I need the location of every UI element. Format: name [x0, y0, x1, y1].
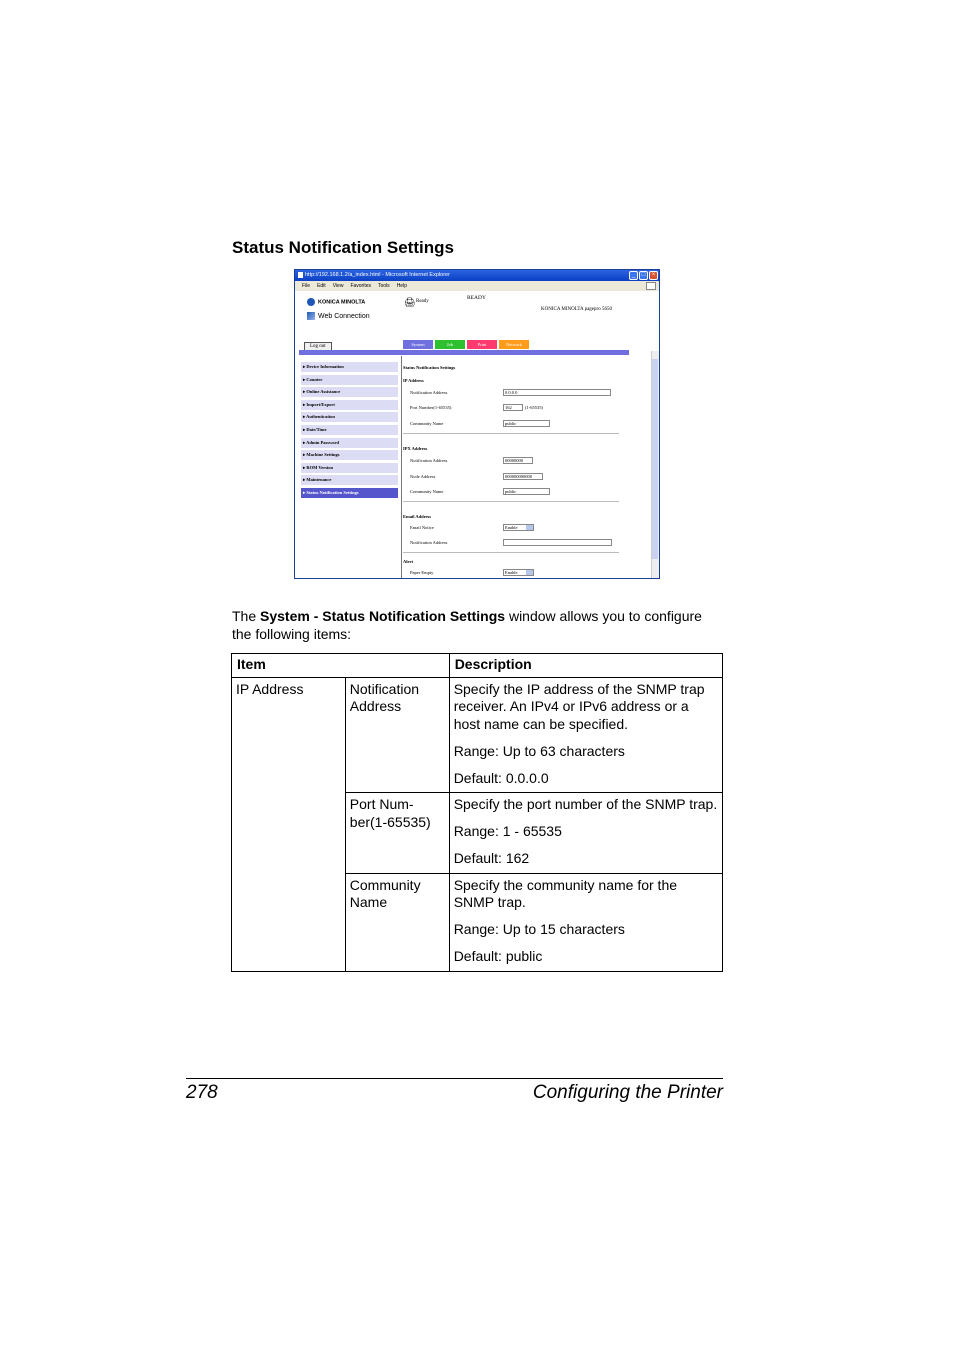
- paper-empty-select[interactable]: Enable: [503, 569, 534, 576]
- ipx-community-input[interactable]: public: [503, 488, 550, 495]
- scrollbar-thumb[interactable]: [652, 359, 658, 559]
- header-item: Item: [232, 654, 450, 678]
- close-icon[interactable]: ×: [649, 271, 658, 280]
- ip-community-input[interactable]: public: [503, 420, 550, 427]
- ready-label: Ready: [416, 299, 429, 304]
- browser-menu-bar: [295, 281, 659, 291]
- ip-notification-label: Notification Address: [410, 390, 448, 395]
- device-model: KONICA MINOLTA pagepro 5650: [541, 307, 612, 312]
- menu-favorites[interactable]: Favorites: [350, 283, 371, 289]
- web-connection-screenshot: [294, 269, 660, 579]
- web-connection-logo: Web Connection: [307, 312, 370, 320]
- ip-notification-input[interactable]: 0.0.0.0: [503, 389, 611, 396]
- tab-print[interactable]: Print: [467, 340, 497, 349]
- konica-minolta-globe-icon: [307, 298, 315, 306]
- tab-network[interactable]: Network: [499, 340, 529, 349]
- sidebar-item-device-information[interactable]: ▸ Device Information: [301, 362, 398, 372]
- sidebar-item-online-assistance[interactable]: ▸ Online Assistance: [301, 387, 398, 397]
- section-divider: [403, 501, 619, 502]
- panel-title: Status Notification Settings: [403, 365, 456, 370]
- minimize-icon[interactable]: _: [629, 271, 638, 280]
- sidebar-item-machine-settings[interactable]: ▸ Machine Settings: [301, 450, 398, 460]
- sidebar-divider: [401, 356, 402, 578]
- email-notification-input[interactable]: [503, 539, 612, 546]
- menu-file[interactable]: File: [302, 283, 311, 289]
- sidebar-item-rom-version[interactable]: ▸ ROM Version: [301, 463, 398, 473]
- ipx-notification-label: Notification Address: [410, 458, 448, 463]
- device-status: READY: [467, 295, 486, 301]
- settings-table: [231, 653, 723, 972]
- intro-window-name: System - Status Notification Settings: [260, 608, 506, 624]
- pagescope-icon: [307, 312, 315, 320]
- sidebar-item-date-time[interactable]: ▸ Date/Time: [301, 425, 398, 435]
- ip-port-label: Port Number(1-65535): [410, 405, 452, 410]
- paper-empty-label: Paper Empty: [410, 570, 434, 575]
- tab-underline-bar: [299, 350, 629, 355]
- menu-help[interactable]: Help: [396, 283, 407, 289]
- vertical-scrollbar[interactable]: [651, 351, 659, 578]
- description-cell: Specify the IP address of the SNMP trap receiver. An IPv4 or IPv6 address or a host name can be specified. Range: Up to 63 characters Default: 0.0.0.0: [449, 677, 722, 793]
- table-row: [232, 677, 723, 793]
- email-notice-select[interactable]: Enable: [503, 524, 534, 531]
- sidebar-item-status-notification[interactable]: ▸ Status Notification Settings: [301, 488, 398, 498]
- sidebar-menu: [301, 362, 398, 501]
- ipx-community-label: Community Name: [410, 489, 444, 494]
- email-notice-label: Email Notice: [410, 525, 434, 530]
- chevron-down-icon: [526, 570, 533, 575]
- menu-view[interactable]: View: [332, 283, 344, 289]
- logout-button[interactable]: Log out: [304, 342, 332, 352]
- windows-flag-icon: [646, 282, 656, 290]
- alert-heading: Alert: [403, 559, 413, 564]
- email-notification-label: Notification Address: [410, 540, 448, 545]
- maximize-icon[interactable]: □: [639, 271, 648, 280]
- sidebar-item-admin-password[interactable]: ▸ Admin Password: [301, 438, 398, 448]
- chevron-down-icon: [526, 525, 533, 530]
- email-heading: Email Address: [403, 514, 432, 519]
- printer-icon: 🖨: [404, 297, 416, 307]
- ie-page-icon: [298, 272, 303, 278]
- description-cell: Specify the community name for the SNMP trap. Range: Up to 15 characters Default: public: [449, 873, 722, 971]
- header-description: Description: [449, 654, 722, 678]
- description-cell: Specify the port number of the SNMP trap. Range: 1 - 65535 Default: 162: [449, 793, 722, 874]
- browser-window-title: http://192.168.1.2/a_index.html - Microsoft Internet Explorer: [305, 272, 450, 278]
- ipx-notification-input[interactable]: 00000000: [503, 457, 533, 464]
- item-name-cell: Notification Address: [345, 677, 449, 793]
- ipx-node-label: Node Address: [410, 474, 436, 479]
- item-name-cell: Port Num- ber(1-65535): [345, 793, 449, 874]
- ip-port-hint: (1-65535): [525, 405, 543, 410]
- sidebar-item-authentication[interactable]: ▸ Authentication: [301, 412, 398, 422]
- sidebar-item-counter[interactable]: ▸ Counter: [301, 375, 398, 385]
- ipx-heading: IPX Address: [403, 446, 428, 451]
- intro-paragraph: The System - Status Notification Settings window allows you to configure the following items:: [232, 608, 702, 642]
- ip-port-input[interactable]: 162: [503, 404, 523, 411]
- sidebar-item-import-export[interactable]: ▸ Import/Export: [301, 400, 398, 410]
- browser-title-bar: [295, 270, 659, 281]
- section-divider: [403, 552, 619, 553]
- section-title: Status Notification Settings: [232, 238, 454, 257]
- tab-system[interactable]: System: [403, 340, 433, 349]
- item-name-cell: Community Name: [345, 873, 449, 971]
- group-cell: IP Address: [232, 677, 346, 971]
- chapter-title: Configuring the Printer: [532, 1082, 723, 1103]
- section-divider: [403, 433, 619, 434]
- konica-minolta-logo: KONICA MINOLTA: [307, 298, 365, 306]
- footer-rule: [186, 1078, 723, 1079]
- table-header-row: [232, 654, 723, 678]
- ip-heading: IP Address: [403, 378, 424, 383]
- ipx-node-input[interactable]: 000000000000: [503, 473, 543, 480]
- tab-job[interactable]: Job: [435, 340, 465, 349]
- ip-community-label: Community Name: [410, 421, 444, 426]
- page-number: 278: [186, 1082, 218, 1103]
- menu-edit[interactable]: Edit: [317, 283, 326, 289]
- sidebar-item-maintenance[interactable]: ▸ Maintenance: [301, 475, 398, 485]
- menu-tools[interactable]: Tools: [378, 283, 390, 289]
